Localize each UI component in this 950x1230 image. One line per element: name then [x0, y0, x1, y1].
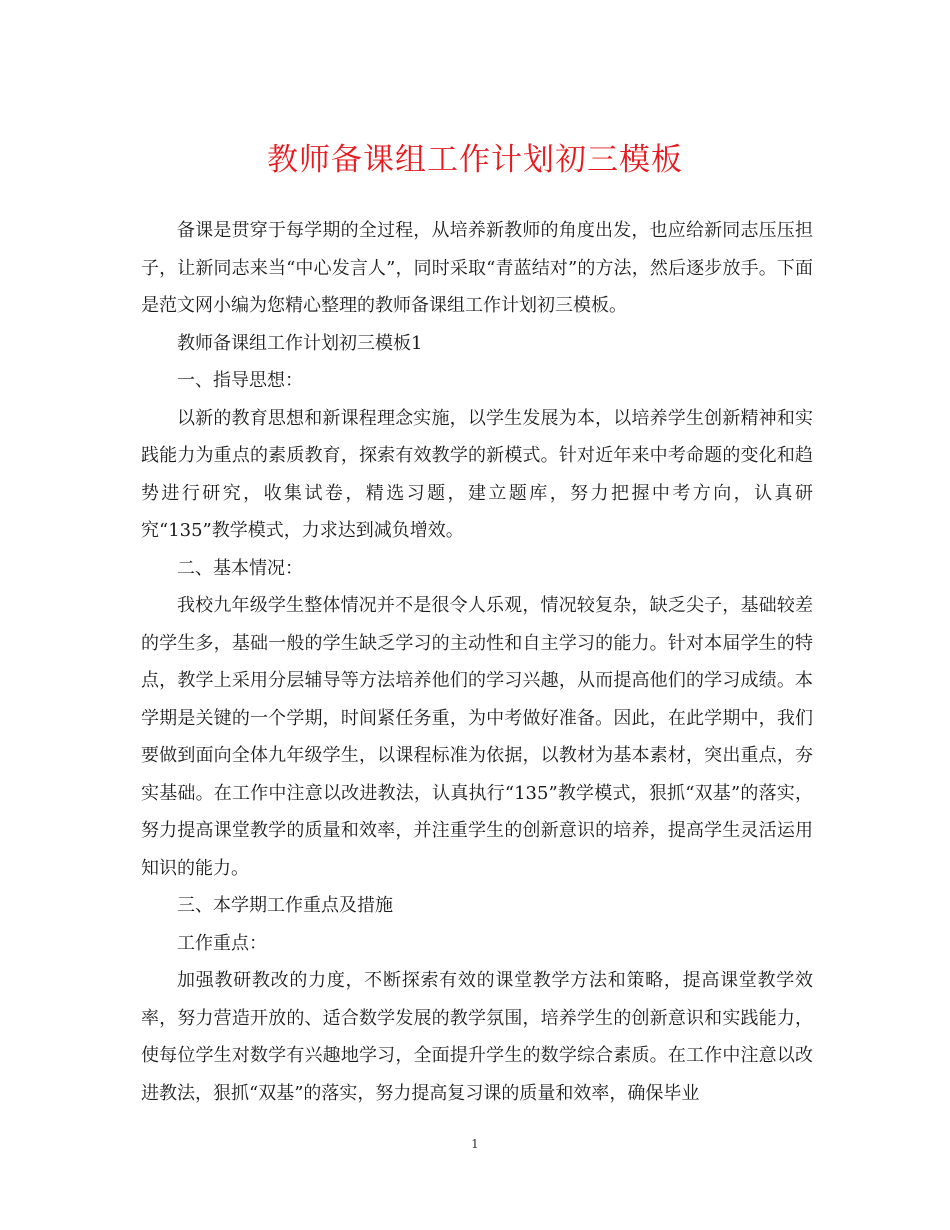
section-heading-work-focus: 三、本学期工作重点及措施: [177, 895, 393, 916]
document-title: 教师备课组工作计划初三模板: [267, 142, 683, 178]
intro-paragraph: 备课是贯穿于每学期的全过程，从培养新教师的角度出发，也应给新同志压压担子，让新同志来当“中心发言人”，同时采取“青蓝结对”的方法，然后逐步放手。下面是范文网小编为您精心整理的教师备课组工作计划初三模板。: [141, 220, 813, 316]
subheading-work-focus: 工作重点：: [177, 932, 267, 954]
document-body: [141, 212, 813, 1112]
page-number: 1: [471, 1137, 479, 1151]
template-heading: 教师备课组工作计划初三模板1: [177, 332, 423, 354]
section-heading-basic-situation: 二、基本情况：: [177, 557, 303, 579]
basic-situation-paragraph: 我校九年级学生整体情况并不是很令人乐观，情况较复杂，缺乏尖子，基础较差的学生多，基础一般的学生缺乏学习的主动性和自主学习的能力。针对本届学生的特点，教学上采用分层辅导等方法培养他们的学习兴趣，从而提高他们的学习成绩。本学期是关键的一个学期，时间紧任务重，为中考做好准备。因此，在此学期中，我们要做到面向全体九年级学生，以课程标准为依据，以教材为基本素材，突出重点，夯实基础。在工作中注意以改进教法，认真执行“135”教学模式，狠抓“双基”的落实，努力提高课堂教学的质量和效率，并注重学生的创新意识的培养，提高学生灵活运用知识的能力。: [141, 595, 813, 879]
work-focus-paragraph: 加强教研教改的力度，不断探索有效的课堂教学方法和策略，提高课堂教学效率，努力营造开放的、适合数学发展的教学氛围，培养学生的创新意识和实践能力，使每位学生对数学有兴趣地学习，全面提升学生的数学综合素质。在工作中注意以改进教法，狠抓“双基”的落实，努力提高复习课的质量和效率，确保毕业: [141, 970, 813, 1104]
section-heading-guiding-ideology: 一、指导思想：: [177, 370, 303, 391]
guiding-ideology-paragraph: 以新的教育思想和新课程理念实施，以学生发展为本，以培养学生创新精神和实践能力为重点的素质教育，探索有效教学的新模式。针对近年来中考命题的变化和趋势进行研究，收集试卷，精选习题，建立题库，努力把握中考方向，认真研究“135”教学模式，力求达到减负增效。: [141, 407, 813, 541]
